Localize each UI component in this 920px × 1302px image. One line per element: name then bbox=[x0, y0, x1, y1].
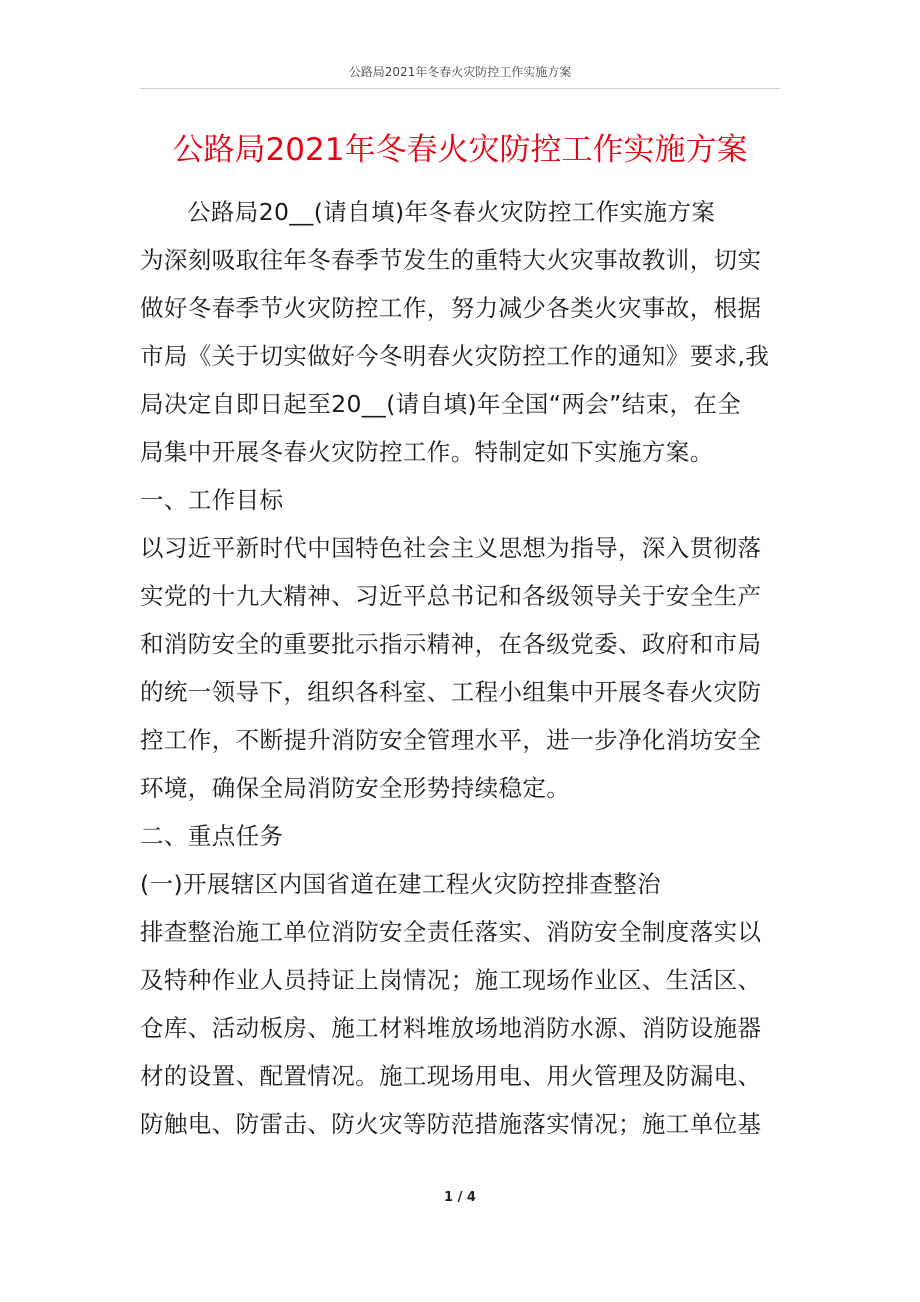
body-line: 的统一领导下，组织各科室、工程小组集中开展冬春火灾防 bbox=[140, 678, 762, 706]
subtitle-line: 公路局20__(请自填)年冬春火灾防控工作实施方案 bbox=[187, 198, 716, 226]
body-line: 局决定自即日起至20__(请自填)年全国“两会”结束，在全 bbox=[140, 390, 742, 418]
running-header: 公路局2021年冬春火灾防控工作实施方案 bbox=[348, 65, 572, 79]
header-divider bbox=[140, 88, 780, 89]
body-line: 环境，确保全局消防安全形势持续稳定。 bbox=[140, 774, 571, 802]
section-heading: 一、工作目标 bbox=[140, 486, 284, 514]
page-number: 1 / 4 bbox=[444, 1190, 476, 1205]
body-line: 市局《关于切实做好今冬明春火灾防控工作的通知》要求,我 bbox=[140, 342, 770, 370]
body-line: 防触电、防雷击、防火灾等防范措施落实情况；施工单位基 bbox=[140, 1110, 762, 1138]
subsection-heading: (一)开展辖区内国省道在建工程火灾防控排查整治 bbox=[140, 870, 662, 898]
body-line: 排查整治施工单位消防安全责任落实、消防安全制度落实以 bbox=[140, 918, 762, 946]
body-line: 控工作，不断提升消防安全管理水平，进一步净化消坊安全 bbox=[140, 726, 762, 754]
body-line: 实党的十九大精神、习近平总书记和各级领导关于安全生产 bbox=[140, 582, 762, 610]
body-line: 和消防安全的重要批示指示精神，在各级党委、政府和市局 bbox=[140, 630, 762, 658]
body-line: 为深刻吸取往年冬春季节发生的重特大火灾事故教训，切实 bbox=[140, 246, 762, 274]
body-line: 以习近平新时代中国特色社会主义思想为指导，深入贯彻落 bbox=[140, 534, 762, 562]
section-heading: 二、重点任务 bbox=[140, 822, 284, 850]
body-line: 材的设置、配置情况。施工现场用电、用火管理及防漏电、 bbox=[140, 1062, 762, 1090]
body-line: 仓库、活动板房、施工材料堆放场地消防水源、消防设施器 bbox=[140, 1014, 762, 1042]
body-line: 局集中开展冬春火灾防控工作。特制定如下实施方案。 bbox=[140, 438, 714, 466]
document-body bbox=[140, 188, 785, 1148]
document-title: 公路局2021年冬春火灾防控工作实施方案 bbox=[172, 132, 748, 168]
body-line: 及特种作业人员持证上岗情况；施工现场作业区、生活区、 bbox=[140, 966, 762, 994]
body-line: 做好冬春季节火灾防控工作，努力减少各类火灾事故，根据 bbox=[140, 294, 762, 322]
